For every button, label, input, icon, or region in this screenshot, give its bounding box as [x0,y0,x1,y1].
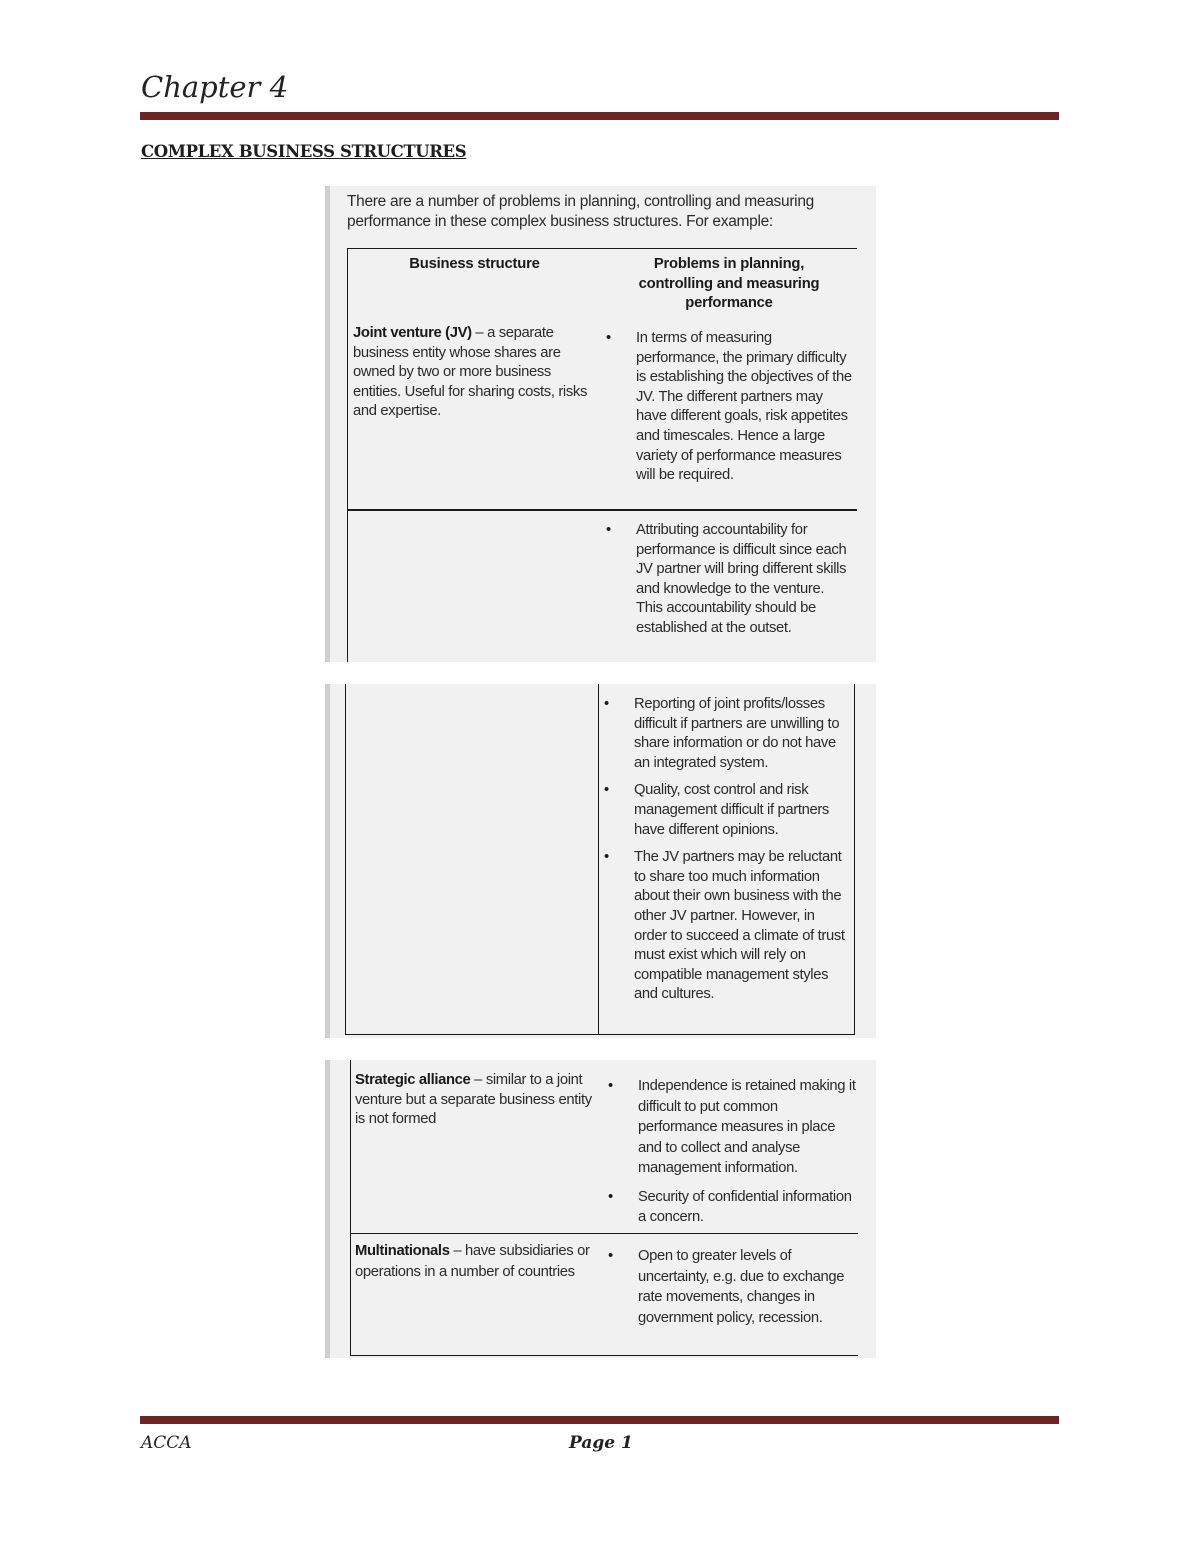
intro-text: There are a number of problems in planning, controlling and measuring performance in these complex business structures. For example: [347,193,814,230]
jv-name: Joint venture (JV) [353,325,472,341]
jv-problems-list-1 [606,329,854,494]
multinationals-problems [608,1246,848,1336]
footer-left-text: ACCA [141,1433,192,1453]
table-row-rule-1 [347,509,857,511]
jv-problem-5: • The JV partners may be reluctant to share too much information about their own business with the other JV partner. However, in order to succeed a climate of trust must exist which will rely on compatible management styles and cultures. [604,848,850,1005]
strategic-alliance-problems [608,1076,858,1236]
strategic-alliance-problem-2: • Security of confidential information a concern. [608,1187,858,1228]
column-header-business-structure: Business structure [409,256,540,272]
strategic-alliance-problem-1: • Independence is retained making it difficult to put common performance measures in place and to collect and analyse management information. [608,1076,858,1179]
table-top-rule [347,248,857,249]
chapter-title: Chapter 4 [141,70,289,104]
multinationals-problem-1: • Open to greater levels of uncertainty, e.g. due to exchange rate movements, changes in government policy, recession. [608,1246,848,1328]
jv-desc: – a separate business entity whose shares are owned by two or more business entities. Useful for sharing costs, risks and expertise. [353,325,587,420]
jv-problem-1: • In terms of measuring performance, the primary difficulty is establishing the objectives of the JV. The different partners may have different goals, risk appetites and timescales. Hence a large variety of performance measures will be required. [606,329,854,486]
page-number: Page 1 [569,1433,633,1453]
jv-description [353,324,588,422]
strategic-alliance-description [355,1071,595,1130]
strategic-alliance-name: Strategic alliance [355,1072,471,1088]
multinationals-description [355,1241,600,1282]
table-left-rule-3 [350,1060,351,1356]
jv-problems-list-3 [604,695,850,1013]
table-right-rule-2 [854,684,855,1035]
column-header-problems: Problems in planning, controlling and measuring performance [638,256,820,311]
table-middle-rule-2 [598,684,599,1035]
footer-rule [140,1416,1059,1424]
multinationals-desc: – have subsidiaries or operations in a number of countries [355,1243,590,1280]
table-bottom-rule-3 [350,1355,858,1356]
table-left-rule-2 [345,684,346,1035]
jv-problems-list-2 [606,521,854,647]
header-rule [140,112,1059,120]
table-left-rule [347,248,348,662]
jv-problem-3: • Reporting of joint profits/losses difficult if partners are unwilling to share information or do not have an integrated system. [604,695,850,773]
table-bottom-rule-2 [345,1034,855,1035]
multinationals-name: Multinationals [355,1243,450,1259]
jv-problem-4: • Quality, cost control and risk management difficult if partners have different opinions. [604,781,850,840]
section-title: COMPLEX BUSINESS STRUCTURES [141,142,467,161]
jv-problem-2: • Attributing accountability for performance is difficult since each JV partner will bring different skills and knowledge to the venture. This accountability should be established at the outset. [606,521,854,639]
strategic-alliance-desc: – similar to a joint venture but a separate business entity is not formed [355,1072,592,1128]
